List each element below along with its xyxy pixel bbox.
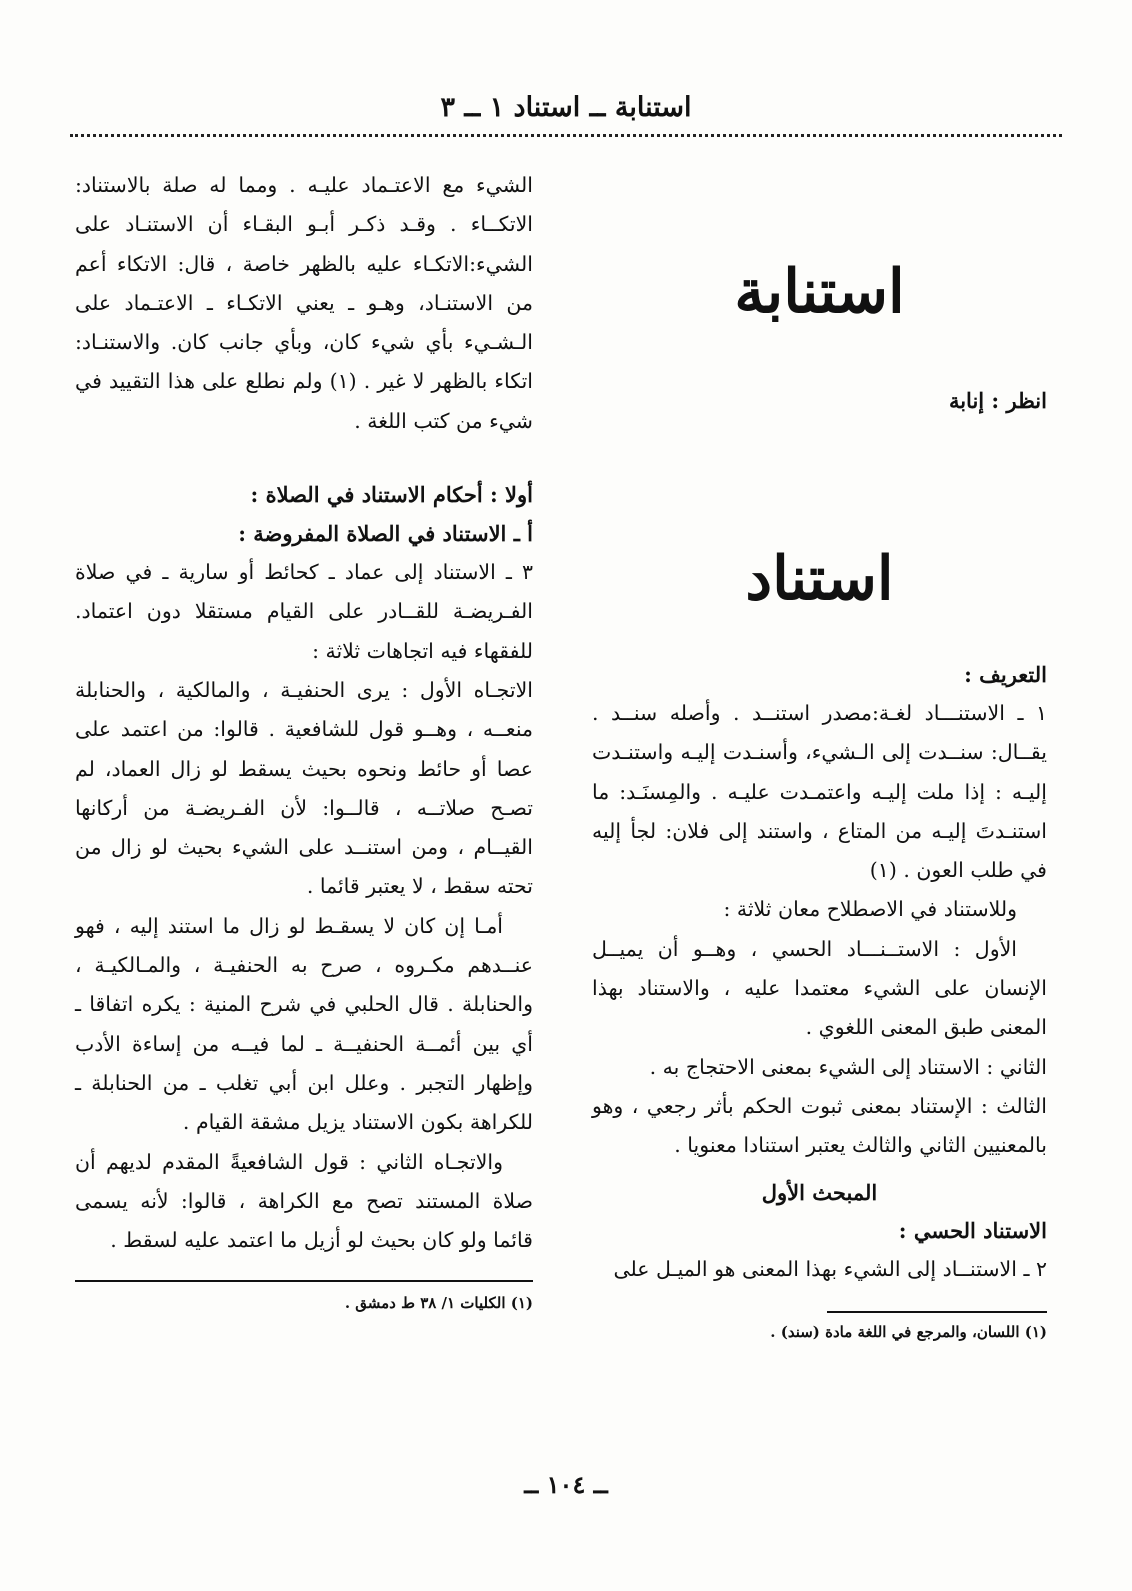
terminology-intro: وللاستناد في الاصطلاح معان ثلاثة : <box>723 897 1017 922</box>
entry-title-istinaba: استنابة <box>734 257 905 327</box>
footnote-left: (١) الكليات ١/ ٣٨ ط دمشق . <box>344 1294 533 1313</box>
see-also-reference: انظر : إنابة <box>948 388 1047 413</box>
subsection-heading: الاستناد الحسي : <box>898 1217 1047 1243</box>
meaning-second: الثاني : الاستناد إلى الشيء بمعنى الاحتجاج به . <box>649 1054 1047 1079</box>
left-paragraph-2: ٣ ـ الاستناد إلى عماد ـ كحائط أو سارية ـ في صلاة الفـريضـة للقــادر على القيام مستقلا دون اعتماد. للفقهاء فيه اتجاهات ثلاثة : <box>75 560 533 663</box>
left-column <box>75 166 533 1312</box>
meaning-third: الثالث : الإستناد بمعنى ثبوت الحكم بأثر رجعي ، وهو بالمعنيين الثاني والثالث يعتبر استنادا معنويا . <box>592 1093 1047 1158</box>
obligatory-prayer-heading: أ ـ الاستناد في الصلاة المفروضة : <box>238 521 533 547</box>
right-column <box>592 150 1047 1341</box>
definition-heading: التعريف : <box>964 662 1047 687</box>
page-number: ــ ١٠٤ ــ <box>524 1470 608 1499</box>
footnote-rule-right <box>827 1311 1047 1313</box>
left-paragraph-3: الاتجـاه الأول : يرى الحنفيـة ، والمالكية ، والحنابلة منعــه ، وهــو قول للشافعية . قالوا: من اعتمد على عصا أو حائط ونحوه بحيث يسقط لو زال العماد، لم تصـح صلاتــه ، قالــوا: لأن الفـريضـة من أركانها القيــام ، ومن استنــد على الشيء بحيث لو زال من تحته سقط ، لا يعتبر قائما . <box>75 677 533 899</box>
footnote-rule-left <box>75 1280 533 1282</box>
entry-title-istinad: استناد <box>745 544 894 614</box>
section-heading: المبحث الأول <box>761 1179 878 1205</box>
section-paragraph: ٢ ـ الاستنــاد إلى الشيء بهذا المعنى هو الميـل على <box>613 1256 1047 1281</box>
left-paragraph-5: والاتجـاه الثاني : قول الشافعيةً المقدم لديهم أن صلاة المستند تصح مع الكراهة ، قالوا: لأنه يسمى قائما ولو كان بحيث لو أزيل ما اعتمد عليه لسقط . <box>75 1149 533 1253</box>
definition-paragraph: ١ ـ الاستنـــاد لغـة:مصدر استنــد . وأصله سنــد . يقــال: سنــدت إلى الـشيء، وأسنـدت إليـه واستنـدت إليـه : إذا ملت إليـه واعتمـدت عليـه . والمِسنَـد: ما استنـدتَ إليـه من المتاع ، واستند إلى فلان: لجأ إليه في طلب العون . (١) <box>592 701 1047 883</box>
rulings-heading: أولا : أحكام الاستناد في الصلاة : <box>250 482 533 508</box>
footnote-right: (١) اللسان، والمرجع في اللغة مادة (سند) . <box>770 1322 1047 1341</box>
left-paragraph-1: الشيء مع الاعتـماد عليـه . ومما له صلة بالاستناد: الاتكــاء . وقـد ذكـر أبـو البقـاء أن الاستنـاد على الشيء:الاتكـاء عليه بالظهر خاصة ، قال: الاتكاء أعم من الاستنـاد، وهـو ـ يعني الاتكـاء ـ الاعتـماد على الـشـيء بأي شيء كان، وبأي جانب كان. والاستنـاد: اتكاء بالظهر لا غير . (١) ولم نطلع على هذا التقييد في شيء من كتب اللغة . <box>75 173 533 433</box>
meaning-first: الأول : الاستــنـــاد الحسي ، وهــو أن يميــل الإنسان على الشيء معتمدا عليه ، والاستناد بهذا المعنى طبق المعنى اللغوي . <box>592 936 1047 1040</box>
left-paragraph-4: أمـا إن كان لا يسقـط لو زال ما استند إليه ، فهو عنــدهم مكـروه ، صرح به الحنفيـة ، والمـالكيـة ، والحنابلة . قال الحلبي في شرح المنية : يكره اتفاقا ـ أي بين أئمــة الحنفيــة ـ لما فيــه من إساءة الأدب وإظهار التجبر . وعلل ابن أبي تغلب ـ من الحنابلة ـ للكراهة بكون الاستناد يزيل مشقة القيام . <box>75 913 533 1135</box>
running-header: استنابة ــ استناد ١ ــ ٣ <box>440 92 692 123</box>
header-divider <box>70 134 1062 137</box>
